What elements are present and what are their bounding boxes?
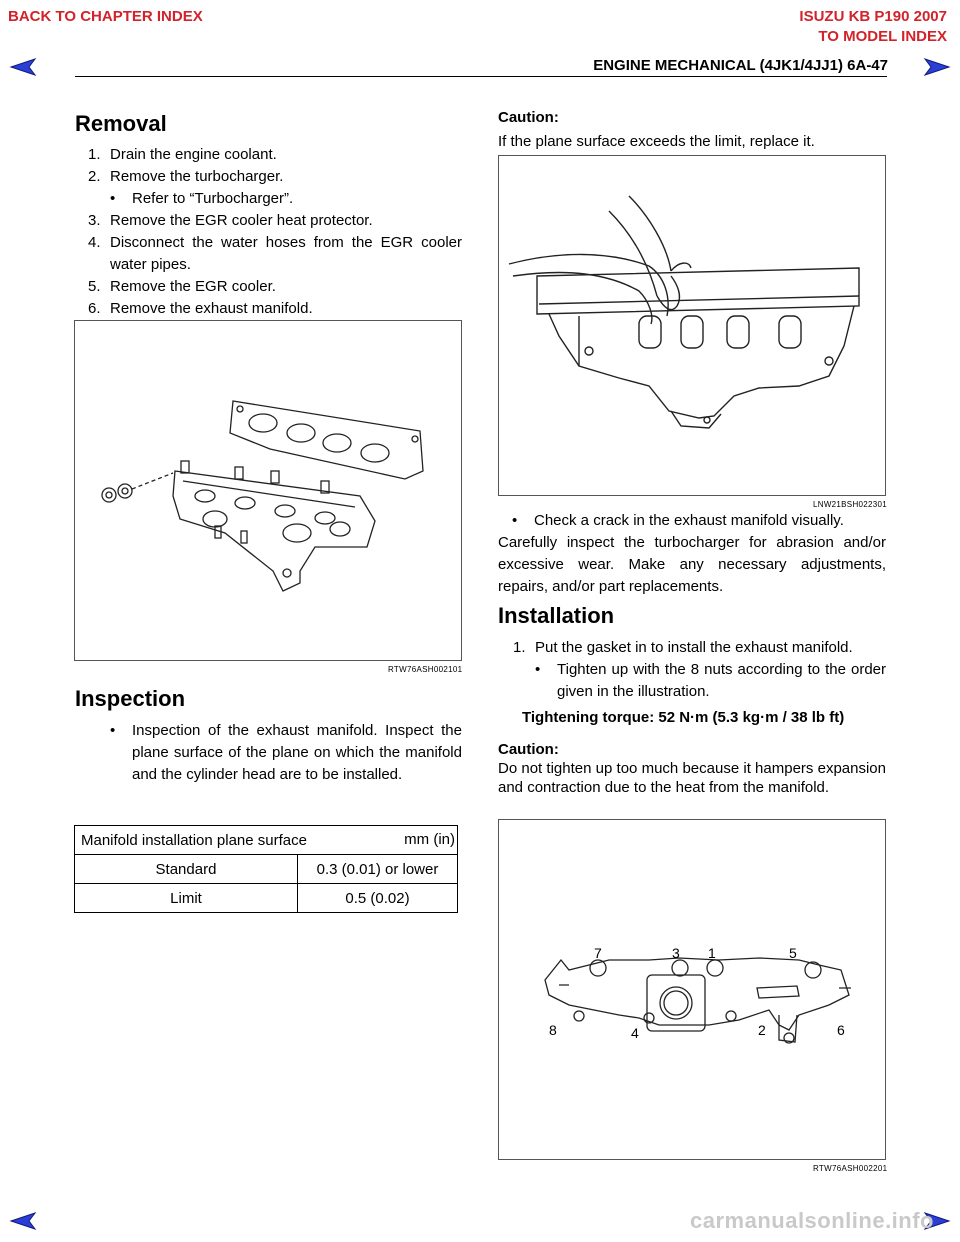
check-crack-bullet: • Check a crack in the exhaust manifold visually.	[534, 510, 844, 532]
caution-label-1: Caution:	[498, 109, 559, 126]
removal-step-4: Disconnect the water hoses from the EGR cooler water pipes.	[110, 234, 462, 273]
exhaust-manifold-exploded-illustration	[75, 321, 461, 660]
removal-step-3-number: 3.	[88, 212, 101, 229]
removal-step-2: Remove the turbocharger.	[110, 168, 284, 185]
exhaust-manifold-removal-figure	[74, 320, 462, 661]
removal-step-5: Remove the EGR cooler.	[110, 278, 276, 295]
tightening-order-figure	[498, 819, 886, 1160]
caution-text-2: Do not tighten up too much because it hampers expansion and contraction due to the heat from the manifold.	[498, 760, 886, 796]
removal-step-1: Drain the engine coolant.	[110, 146, 277, 163]
table-row	[75, 884, 458, 913]
model-title-link[interactable]: ISUZU KB P190 2007	[799, 8, 947, 25]
table-title: Manifold installation plane surface	[81, 831, 307, 849]
table-title-row	[75, 826, 458, 855]
bottom-previous-page-arrow-icon[interactable]	[9, 1212, 37, 1230]
table-row	[75, 855, 458, 884]
plane-surface-inspection-figure	[498, 155, 886, 496]
table-cell-limit-label: Limit	[75, 884, 298, 913]
table-unit: mm (in)	[404, 831, 455, 848]
header-rule	[75, 76, 887, 77]
order-label-8: 8	[549, 1022, 557, 1038]
removal-step-5-number: 5.	[88, 278, 101, 295]
tightening-torque: Tightening torque: 52 N·m (5.3 kg·m / 38 lb ft)	[522, 709, 845, 726]
caution-text-1: If the plane surface exceeds the limit, replace it.	[498, 133, 815, 150]
order-label-7: 7	[594, 945, 602, 961]
previous-page-arrow-icon[interactable]	[9, 58, 37, 76]
manifold-straightedge-illustration	[499, 156, 885, 495]
inspection-bullet: • Inspection of the exhaust manifold. Inspect the plane surface of the plane on which the manifold and the cylinder head are to be installed.	[132, 720, 462, 786]
installation-tighten-bullet: • Tighten up with the 8 nuts according to the order given in the illustration.	[557, 659, 886, 703]
turbocharger-inspection-paragraph: Carefully inspect the turbocharger for abrasion and/or excessive wear. Make any necessary adjustments, repairs, and/or part replacements.	[498, 534, 886, 595]
to-model-index-link[interactable]: TO MODEL INDEX	[818, 28, 947, 45]
back-to-chapter-index-link[interactable]: BACK TO CHAPTER INDEX	[8, 8, 203, 25]
table-cell-limit-value: 0.5 (0.02)	[298, 884, 458, 913]
caution-label-2: Caution:	[498, 741, 559, 758]
next-page-arrow-icon[interactable]	[923, 58, 951, 76]
removal-step-6-number: 6.	[88, 300, 101, 317]
order-label-6: 6	[837, 1022, 845, 1038]
installation-step-1: Put the gasket in to install the exhaust manifold.	[535, 639, 853, 656]
site-watermark: carmanualsonline.info	[690, 1208, 934, 1233]
removal-step-6: Remove the exhaust manifold.	[110, 300, 313, 317]
removal-step-1-number: 1.	[88, 146, 101, 163]
manifold-plane-surface-table	[74, 825, 458, 913]
order-label-2: 2	[758, 1022, 766, 1038]
table-cell-standard-label: Standard	[75, 855, 298, 884]
page-header-title: ENGINE MECHANICAL (4JK1/4JJ1) 6A-47	[593, 57, 888, 74]
installation-step-1-number: 1.	[513, 639, 526, 656]
removal-sub-bullet: • Refer to “Turbocharger”.	[132, 188, 293, 210]
order-label-5: 5	[789, 945, 797, 961]
removal-step-2-number: 2.	[88, 168, 101, 185]
inspection-heading: Inspection	[75, 686, 186, 711]
removal-step-4-number: 4.	[88, 234, 101, 251]
installation-heading: Installation	[498, 603, 615, 628]
order-label-3: 3	[672, 945, 680, 961]
table-cell-standard-value: 0.3 (0.01) or lower	[298, 855, 458, 884]
installation-figure-id: RTW76ASH002201	[813, 1164, 888, 1173]
removal-figure-id: RTW76ASH002101	[388, 665, 463, 674]
removal-heading: Removal	[75, 111, 167, 136]
order-label-4: 4	[631, 1025, 639, 1041]
manifold-tightening-order-illustration	[499, 820, 885, 1159]
caution-figure-id: LNW21BSH022301	[813, 500, 888, 509]
removal-step-3: Remove the EGR cooler heat protector.	[110, 212, 373, 229]
order-label-1: 1	[708, 945, 716, 961]
